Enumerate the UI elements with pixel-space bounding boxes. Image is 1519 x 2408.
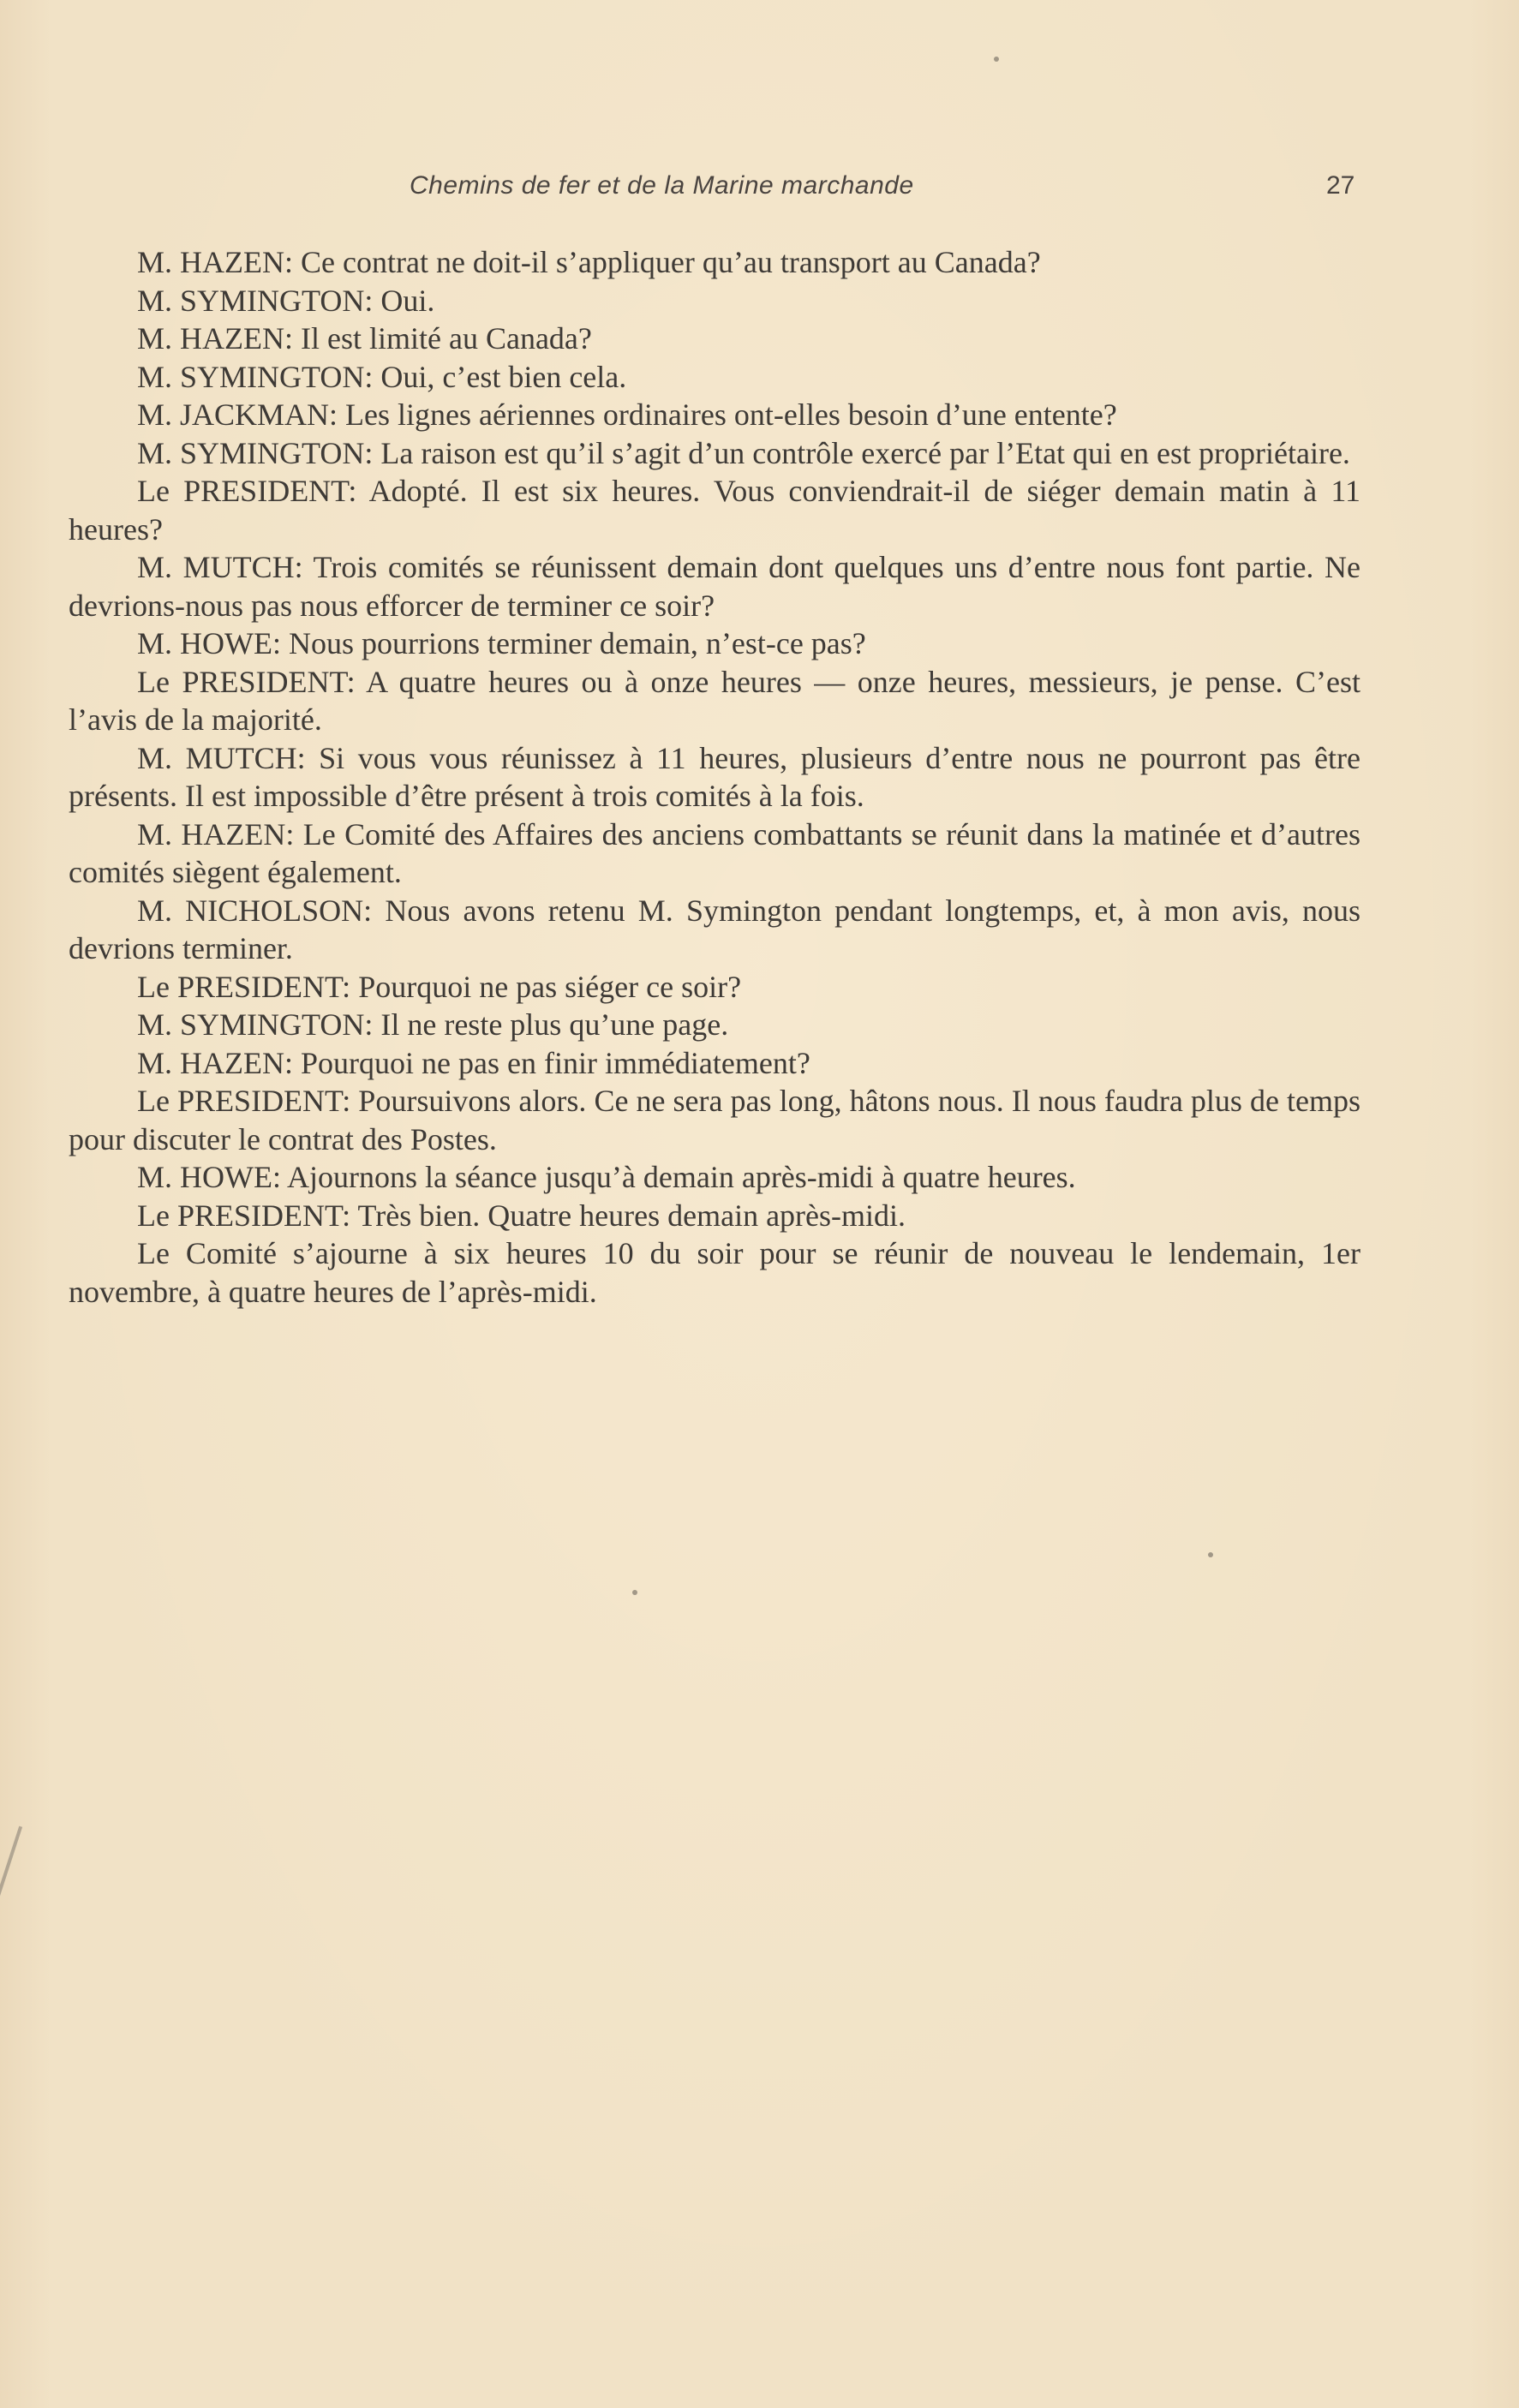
paragraph <box>69 243 1361 282</box>
speaker-name: Le PRESIDENT: <box>137 474 357 508</box>
speaker-name: M. HAZEN: <box>137 816 295 851</box>
paragraph <box>69 892 1361 968</box>
paragraph <box>69 396 1361 434</box>
paragraph <box>69 968 1361 1007</box>
speaker-name: Le PRESIDENT: <box>137 664 356 699</box>
paragraph-text: Adopté. Il est six heures. Vous conviendrait-il de siéger demain matin à 11 heures? <box>69 474 1361 547</box>
paragraph-text: Nous pourrions terminer demain, n’est-ce pas? <box>280 626 866 660</box>
speaker-name: M. HAZEN: <box>137 1045 293 1080</box>
paragraph-text: Poursuivons alors. Ce ne sera pas long, hâtons nous. Il nous faudra plus de temps pour discuter le contrat des Postes. <box>69 1084 1361 1156</box>
paragraph <box>69 434 1361 473</box>
speaker-name: M. MUTCH: <box>137 550 303 584</box>
speaker-name: M. HAZEN: <box>137 321 293 356</box>
paragraph <box>69 816 1361 892</box>
paper-speck <box>1208 1552 1213 1557</box>
paragraph <box>69 282 1361 320</box>
paper-speck <box>632 1590 637 1595</box>
speaker-name: Le PRESIDENT: <box>137 1198 351 1233</box>
paragraph <box>69 1006 1361 1044</box>
speaker-name: M. SYMINGTON: <box>137 435 374 470</box>
paragraph-text: Il ne reste plus qu’une page. <box>373 1007 729 1042</box>
speaker-name: Le PRESIDENT: <box>137 969 351 1004</box>
speaker-name: M. NICHOLSON: <box>137 893 373 928</box>
paragraph-text: Si vous vous réunissez à 11 heures, plusieurs d’entre nous ne pourront pas être présents. Il est impossible d’être présent à trois comités à la fois. <box>69 740 1361 813</box>
paragraph-text: Les lignes aériennes ordinaires ont-elles besoin d’une entente? <box>338 397 1117 432</box>
paragraph-text: Trois comités se réunissent demain dont quelques uns d’entre nous font partie. Ne devrions-nous pas nous efforcer de terminer ce soir? <box>69 550 1361 623</box>
speaker-name: M. SYMINGTON: <box>137 283 374 318</box>
paragraph <box>69 320 1361 358</box>
paragraph <box>69 358 1361 397</box>
transcript-body <box>69 243 1361 1311</box>
page-header <box>0 171 1519 214</box>
paragraph <box>69 1197 1361 1235</box>
paragraph <box>69 1234 1361 1311</box>
running-title: Chemins de fer et de la Marine marchande <box>410 171 914 200</box>
speaker-name: M. SYMINGTON: <box>137 1007 374 1042</box>
pencil-mark <box>0 1826 22 1903</box>
paragraph-text: La raison est qu’il s’agit d’un contrôle exercé par l’Etat qui en est propriétaire. <box>373 435 1350 470</box>
speaker-name: M. JACKMAN: <box>137 397 338 432</box>
paragraph-text: A quatre heures ou à onze heures — onze heures, messieurs, je pense. C’est l’avis de la majorité. <box>69 664 1361 737</box>
page-number: 27 <box>1326 171 1355 200</box>
speaker-name: Le PRESIDENT: <box>137 1084 351 1118</box>
paragraph-text: Oui, c’est bien cela. <box>373 359 627 394</box>
paragraph <box>69 548 1361 624</box>
paragraph-text: Pourquoi ne pas en finir immédiatement? <box>293 1045 810 1080</box>
paragraph <box>69 1158 1361 1197</box>
paragraph-text: Très bien. Quatre heures demain après-midi. <box>350 1198 906 1233</box>
speaker-name: M. MUTCH: <box>137 740 306 775</box>
speaker-name: M. HAZEN: <box>137 245 293 279</box>
speaker-name: M. HOWE: <box>137 1160 281 1194</box>
paragraph <box>69 472 1361 548</box>
paragraph <box>69 1082 1361 1158</box>
paragraph <box>69 624 1361 663</box>
paragraph <box>69 663 1361 739</box>
paragraph <box>69 739 1361 816</box>
speaker-name: M. HOWE: <box>137 626 281 660</box>
paragraph-text: Ajournons la séance jusqu’à demain après-midi à quatre heures. <box>280 1160 1076 1194</box>
paragraph-text: Nous avons retenu M. Symington pendant longtemps, et, à mon avis, nous devrions terminer. <box>69 893 1361 965</box>
paper-speck <box>994 57 999 62</box>
paragraph-text: Le Comité des Affaires des anciens combattants se réunit dans la matinée et d’autres comités siègent également. <box>69 816 1361 889</box>
paragraph <box>69 1044 1361 1083</box>
paragraph-text: Le Comité s’ajourne à six heures 10 du soir pour se réunir de nouveau le lendemain, 1er novembre, à quatre heures de l’après-midi. <box>69 1236 1361 1309</box>
speaker-name: M. SYMINGTON: <box>137 359 374 394</box>
paragraph-text: Oui. <box>373 283 435 318</box>
paragraph-text: Pourquoi ne pas siéger ce soir? <box>350 969 742 1004</box>
paragraph-text: Il est limité au Canada? <box>293 321 592 356</box>
paragraph-text: Ce contrat ne doit-il s’appliquer qu’au transport au Canada? <box>293 245 1041 279</box>
